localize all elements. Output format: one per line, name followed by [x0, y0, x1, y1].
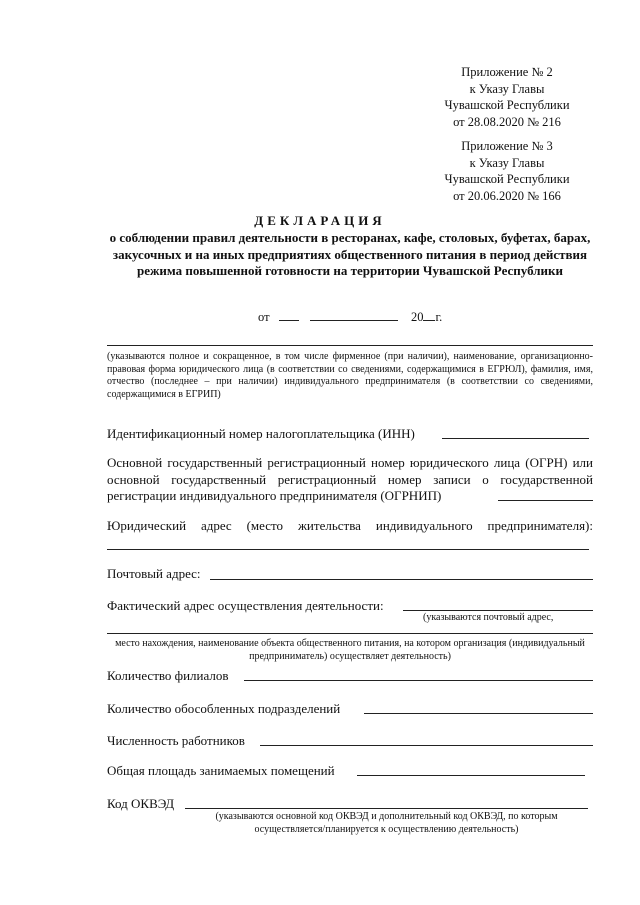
actual-address-hint-1: (указываются почтовый адрес,: [423, 612, 554, 623]
legal-address-input-line[interactable]: [107, 549, 589, 550]
employees-label: Численность работников: [107, 733, 245, 748]
area-input-line[interactable]: [357, 775, 585, 776]
org-name-hint: (указываются полное и сокращенное, в том числе фирменное (при наличии), наименование, организационно-правовая форма юридического лица (в соответствии со сведениями, содержащимися в ЕГРЮЛ), фамилия, имя, отчество (последнее – при наличии) индивидуального предпринимателя (в соответствии со сведениями, содержащимися в ЕГРИП): [107, 351, 593, 400]
area-label: Общая площадь занимаемых помещений: [107, 763, 335, 778]
annex-3-date: от 20.06.2020 № 166: [453, 188, 561, 203]
employees-input-line[interactable]: [260, 745, 593, 746]
branches-label: Количество филиалов: [107, 668, 229, 683]
document-subtitle: о соблюдении правил деятельности в ресторанах, кафе, столовых, буфетах, барах, закусочных и на иных предприятиях общественного питания в период действия режима повышенной готовности на территории Чувашской Республики: [109, 230, 591, 278]
actual-address-input-line-2[interactable]: [107, 633, 593, 634]
actual-address-hint-2: место нахождения, наименование объекта общественного питания, на котором организация (индивидуальный предприниматель) осуществляет деятельность): [115, 638, 585, 662]
postal-address-input-line[interactable]: [210, 579, 593, 580]
annex-2-header: [432, 64, 582, 130]
ogrn-input-line[interactable]: [498, 500, 593, 501]
document-title: ДЕКЛАРАЦИЯ: [254, 213, 386, 228]
actual-address-label: Фактический адрес осуществления деятельности:: [107, 598, 384, 613]
okved-hint: (указываются основной код ОКВЭД и дополнительный код ОКВЭД, по которым осуществляется/планируется к осуществлению деятельность): [215, 811, 558, 835]
annex-3-number: Приложение № 3: [461, 139, 553, 153]
inn-input-line[interactable]: [442, 438, 589, 439]
annex-2-number: Приложение № 2: [461, 65, 553, 79]
date-year-prefix: 20: [410, 310, 424, 324]
declaration-date: [258, 308, 442, 325]
okved-label: Код ОКВЭД: [107, 796, 175, 811]
inn-label: Идентификационный номер налогоплательщика (ИНН): [107, 426, 415, 441]
date-year-suffix: г.: [435, 310, 443, 324]
date-day-blank[interactable]: [279, 308, 299, 321]
actual-address-input-line[interactable]: [403, 610, 593, 611]
ogrn-label: Основной государственный регистрационный номер юридического лица (ОГРН) или основной государственный регистрационный номер записи о государственной регистрации индивидуального предпринимателя (ОГРНИП): [107, 455, 593, 503]
date-month-blank[interactable]: [310, 308, 398, 321]
date-prefix: от: [258, 310, 270, 324]
legal-address-label: Юридический адрес (место жительства индивидуального предпринимателя):: [107, 518, 593, 533]
annex-2-date: от 28.08.2020 № 216: [453, 114, 561, 129]
annex-3-ref: к Указу Главы: [469, 155, 545, 170]
date-year-blank[interactable]: [423, 308, 435, 321]
branches-input-line[interactable]: [244, 680, 593, 681]
org-name-line[interactable]: [107, 345, 593, 346]
annex-2-ref: к Указу Главы: [469, 81, 545, 96]
divisions-input-line[interactable]: [364, 713, 593, 714]
annex-3-header: [432, 138, 582, 204]
annex-3-republic: Чувашской Республики: [444, 172, 570, 186]
okved-input-line[interactable]: [185, 808, 588, 809]
divisions-label: Количество обособленных подразделений: [107, 701, 341, 716]
annex-2-republic: Чувашской Республики: [444, 98, 570, 112]
postal-address-label: Почтовый адрес:: [107, 566, 201, 581]
